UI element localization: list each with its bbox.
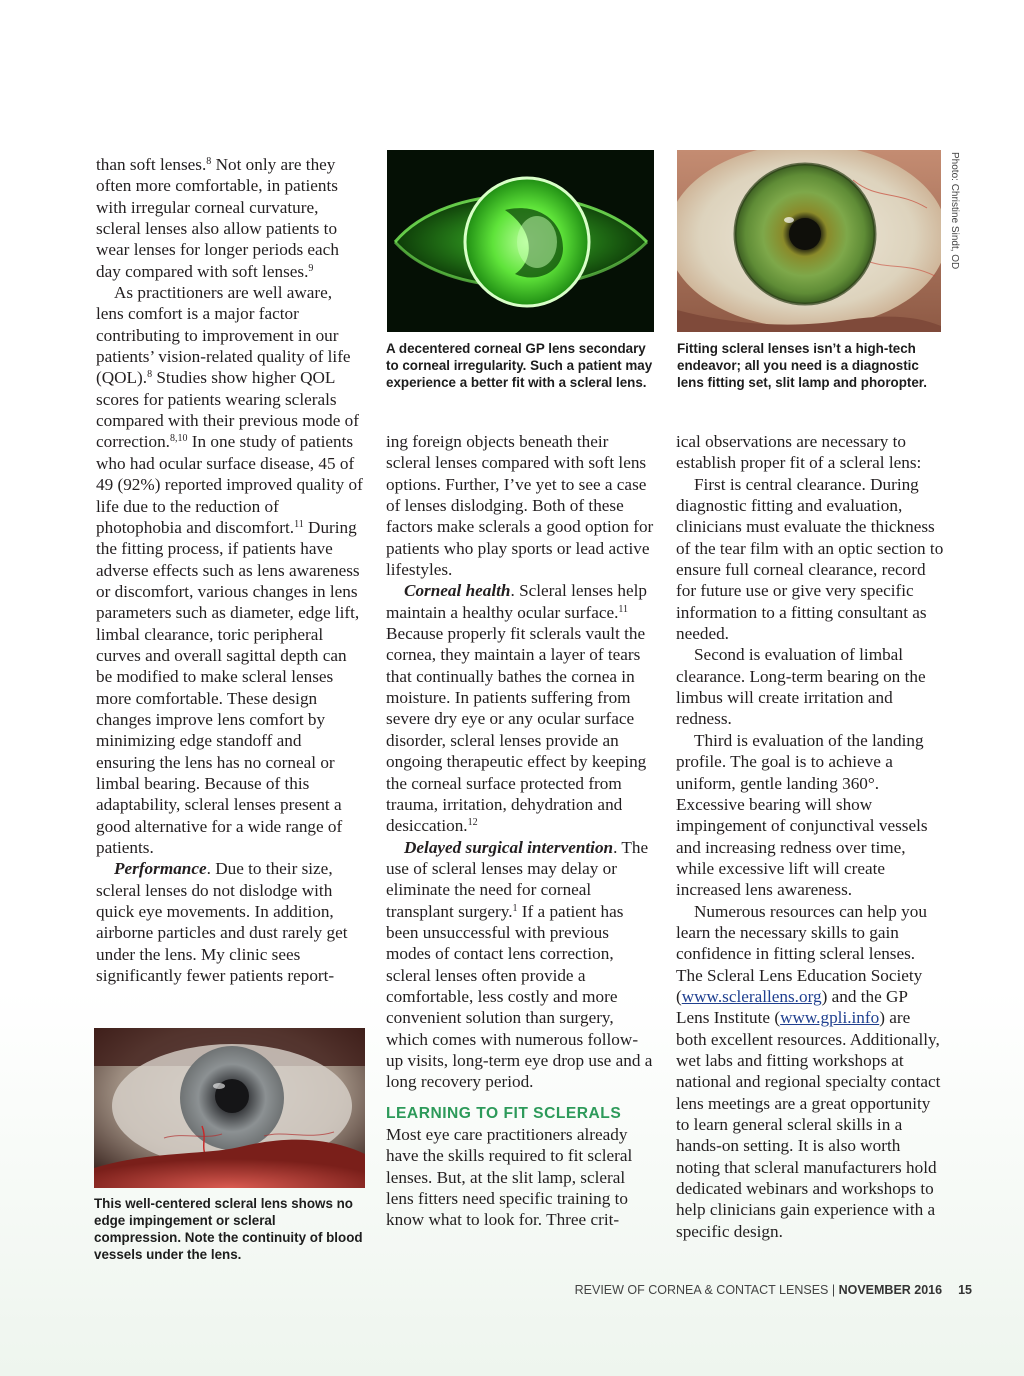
paragraph: First is central clearance. During diagnostic fitting and evaluation, clinicians must evaluate the thickness of the tear film with an optic section to ensure full corneal clearance, record for future use or give very specific information to a fitting consultant as needed. — [676, 474, 944, 644]
paragraph: As practitioners are well aware, lens comfort is a major factor contributing to improvement in our patients’ vision-related quality of life (QOL).$^8$ Studies show higher QOL scores for patients wearing sclerals compared with their previous mode of correction.$^{8,10}$ In one study of patients who had ocular surface disease, 45 of 49 (92%) reported improved quality of life due to the reduction of photophobia and discomfort.$^{11}$ During the fitting process, if patients have adverse effects such as lens awareness or discomfort, various changes in lens parameters such as diameter, edge lift, limbal clearance, toric peripheral curves and overall sagittal depth can be modified to make scleral lenses more comfortable. These design changes improve lens comfort by minimizing edge standoff and ensuring the lens has no corneal or limbal bearing. Because of this adaptability, scleral lenses present a good alternative for a wide range of patients. — [96, 283, 363, 857]
column-1 — [96, 154, 364, 986]
paragraph: ical observations are necessary to establish proper fit of a scleral lens: — [676, 432, 922, 473]
photo-credit: Photo: Christine Sindt, OD — [949, 152, 960, 270]
decentered-lens-caption: A decentered corneal GP lens secondary to corneal irregularity. Such a patient may experience a better fit with a scleral lens. — [386, 341, 653, 390]
paragraph: ing foreign objects beneath their scleral lenses compared with soft lens options. Further, I’ve yet to see a case of lenses dislodging. Both of these factors make sclerals a good option for patients who play sports or lead active lifestyles. — [386, 432, 654, 580]
run-in-heading: Corneal health — [404, 581, 511, 601]
sclerallens-link[interactable]: www.sclerallens.org — [681, 986, 822, 1006]
page-number: 15 — [958, 1283, 972, 1297]
section-heading: LEARNING TO FIT SCLERALS — [386, 1104, 622, 1122]
centered-scleral-lens-photo — [94, 1028, 365, 1188]
paragraph: Numerous resources can help you learn the necessary skills to gain confidence in fitting scleral lenses. The Scleral Lens Education Society (www.sclerallens.org) and the GP Lens Institute (www.gpli.info) are both excellent resources. Additionally, wet labs and fitting workshops at national and regional specialty contact lens meetings are a great opportunity to learn general scleral skills in a hands-on setting. It is also worth noting that scleral manufacturers hold dedicated webinars and workshops to help clinicians gain experience with a specific design. — [676, 901, 941, 1241]
column-3 — [676, 431, 944, 1242]
journal-name: REVIEW OF CORNEA & CONTACT LENSES | — [574, 1283, 839, 1297]
paragraph: Most eye care practitioners already have the skills required to fit scleral lenses. But, at the slit lamp, scleral lens fitters need specific training to know what to look for. Three crit- — [386, 1125, 633, 1230]
column-2 — [386, 431, 654, 1231]
run-in-heading: Delayed surgical intervention — [404, 837, 614, 857]
paragraph: Performance. Due to their size, scleral lenses do not dislodge with quick eye movements. In addition, airborne particles and dust rarely get under the lens. My clinic sees significantly fewer patients report- — [96, 859, 348, 986]
scleral-fit-caption: Fitting scleral lenses isn’t a high-tech endeavor; all you need is a diagnostic lens fitting set, slit lamp and phoropter. — [677, 341, 927, 390]
issue-date: NOVEMBER 2016 — [838, 1283, 943, 1297]
gpli-link[interactable]: www.gpli.info — [780, 1008, 880, 1028]
paragraph: Third is evaluation of the landing profile. The goal is to achieve a uniform, gentle landing 360°. Excessive bearing will show impingement of conjunctival vessels and increasing redness over time, while excessive lift will create increased lens awareness. — [676, 730, 928, 900]
centered-lens-caption: This well-centered scleral lens shows no edge impingement or scleral compression. Note the continuity of blood vessels under the lens. — [94, 1196, 363, 1262]
run-in-heading: Performance — [114, 859, 207, 879]
page-footer — [575, 1283, 972, 1297]
paragraph: than soft lenses.$^8$ Not only are they often more comfortable, in patients with irregular corneal curvature, scleral lenses also allow patients to wear lenses for longer periods each day compared with soft lenses.$^9$ — [96, 155, 339, 281]
decentered-gp-lens-photo — [387, 150, 654, 332]
paragraph: Delayed surgical intervention. The use of scleral lenses may delay or eliminate the need for corneal transplant surgery.$^1$ If a patient has been unsuccessful with previous modes of contact lens correction, scleral lenses often provide a comfortable, less costly and more convenient solution than surgery, which comes with numerous follow-up visits, long-term eye drop use and a long recovery period. — [386, 837, 653, 1092]
scleral-lens-green-eye-photo — [677, 150, 941, 332]
paragraph: Corneal health. Scleral lenses help maintain a healthy ocular surface.$^{11}$ Because properly fit sclerals vault the cornea, they maintain a layer of tears that continually bathes the cornea in moisture. In patients suffering from severe dry eye or any ocular surface disorder, scleral lenses provide an ongoing therapeutic effect by keeping the corneal surface protected from trauma, irritation, dehydration and desiccation.$^{12}$ — [386, 581, 648, 836]
paragraph: Second is evaluation of limbal clearance. Long-term bearing on the limbus will create irritation and redness. — [676, 645, 926, 729]
